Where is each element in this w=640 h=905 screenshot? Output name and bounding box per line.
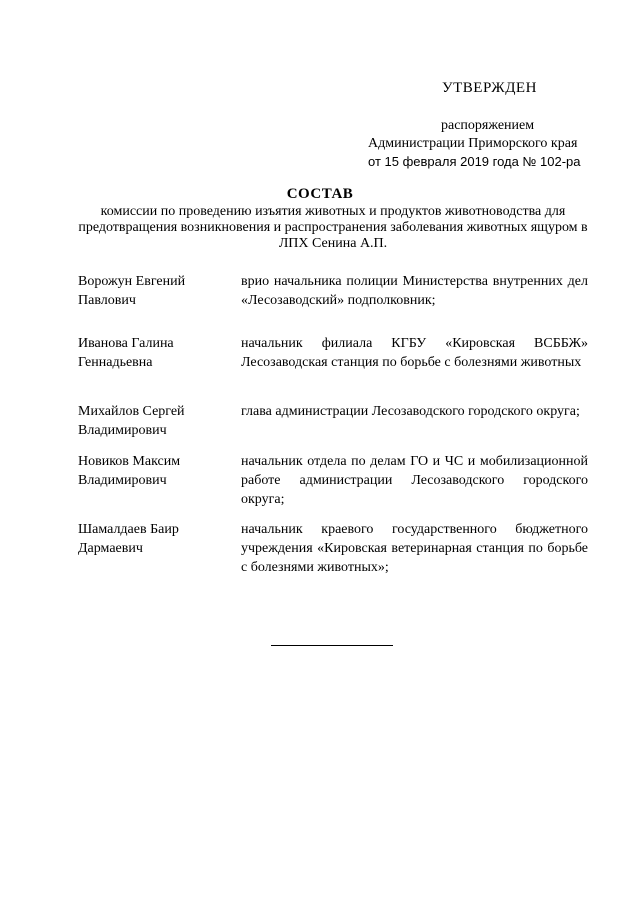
document-title: СОСТАВ [286,186,354,202]
member-name: Ворожун Евгений Павлович [78,274,186,308]
member-role: начальник краевого государственного бюджетного учреждения «Кировская ветеринарная станция по борьбе с болезнями животных»; [241,522,588,575]
approval-by: распоряжением [441,118,535,133]
member-name: Шамалдаев Баир Дармаевич [78,522,179,556]
member-name: Новиков Максим Владимирович [78,454,181,488]
end-divider [271,645,393,646]
approval-organization: Администрации Приморского края [368,136,578,151]
member-name: Михайлов Сергей Владимирович [78,404,185,438]
approval-date: от 15 февраля 2019 года № 102-ра [368,154,581,169]
member-role: врио начальника полиции Министерства внутренних дел «Лесозаводский» подполковник; [241,274,588,308]
member-role: начальник филиала КГБУ «Кировская ВСББЖ» Лесозаводская станция по борьбе с болезнями животных [241,336,588,370]
member-role: глава администрации Лесозаводского городского округа; [241,404,580,419]
document-subtitle: комиссии по проведению изъятия животных и продуктов животноводства для предотвращения возникновения и распространения заболевания животных ящуром в ЛПХ Сенина А.П. [78,204,588,251]
approval-title: УТВЕРЖДЕН [442,80,537,96]
member-role: начальник отдела по делам ГО и ЧС и мобилизационной работе администрации Лесозаводского городского округа; [241,454,588,507]
member-name: Иванова Галина Геннадьевна [78,336,174,370]
